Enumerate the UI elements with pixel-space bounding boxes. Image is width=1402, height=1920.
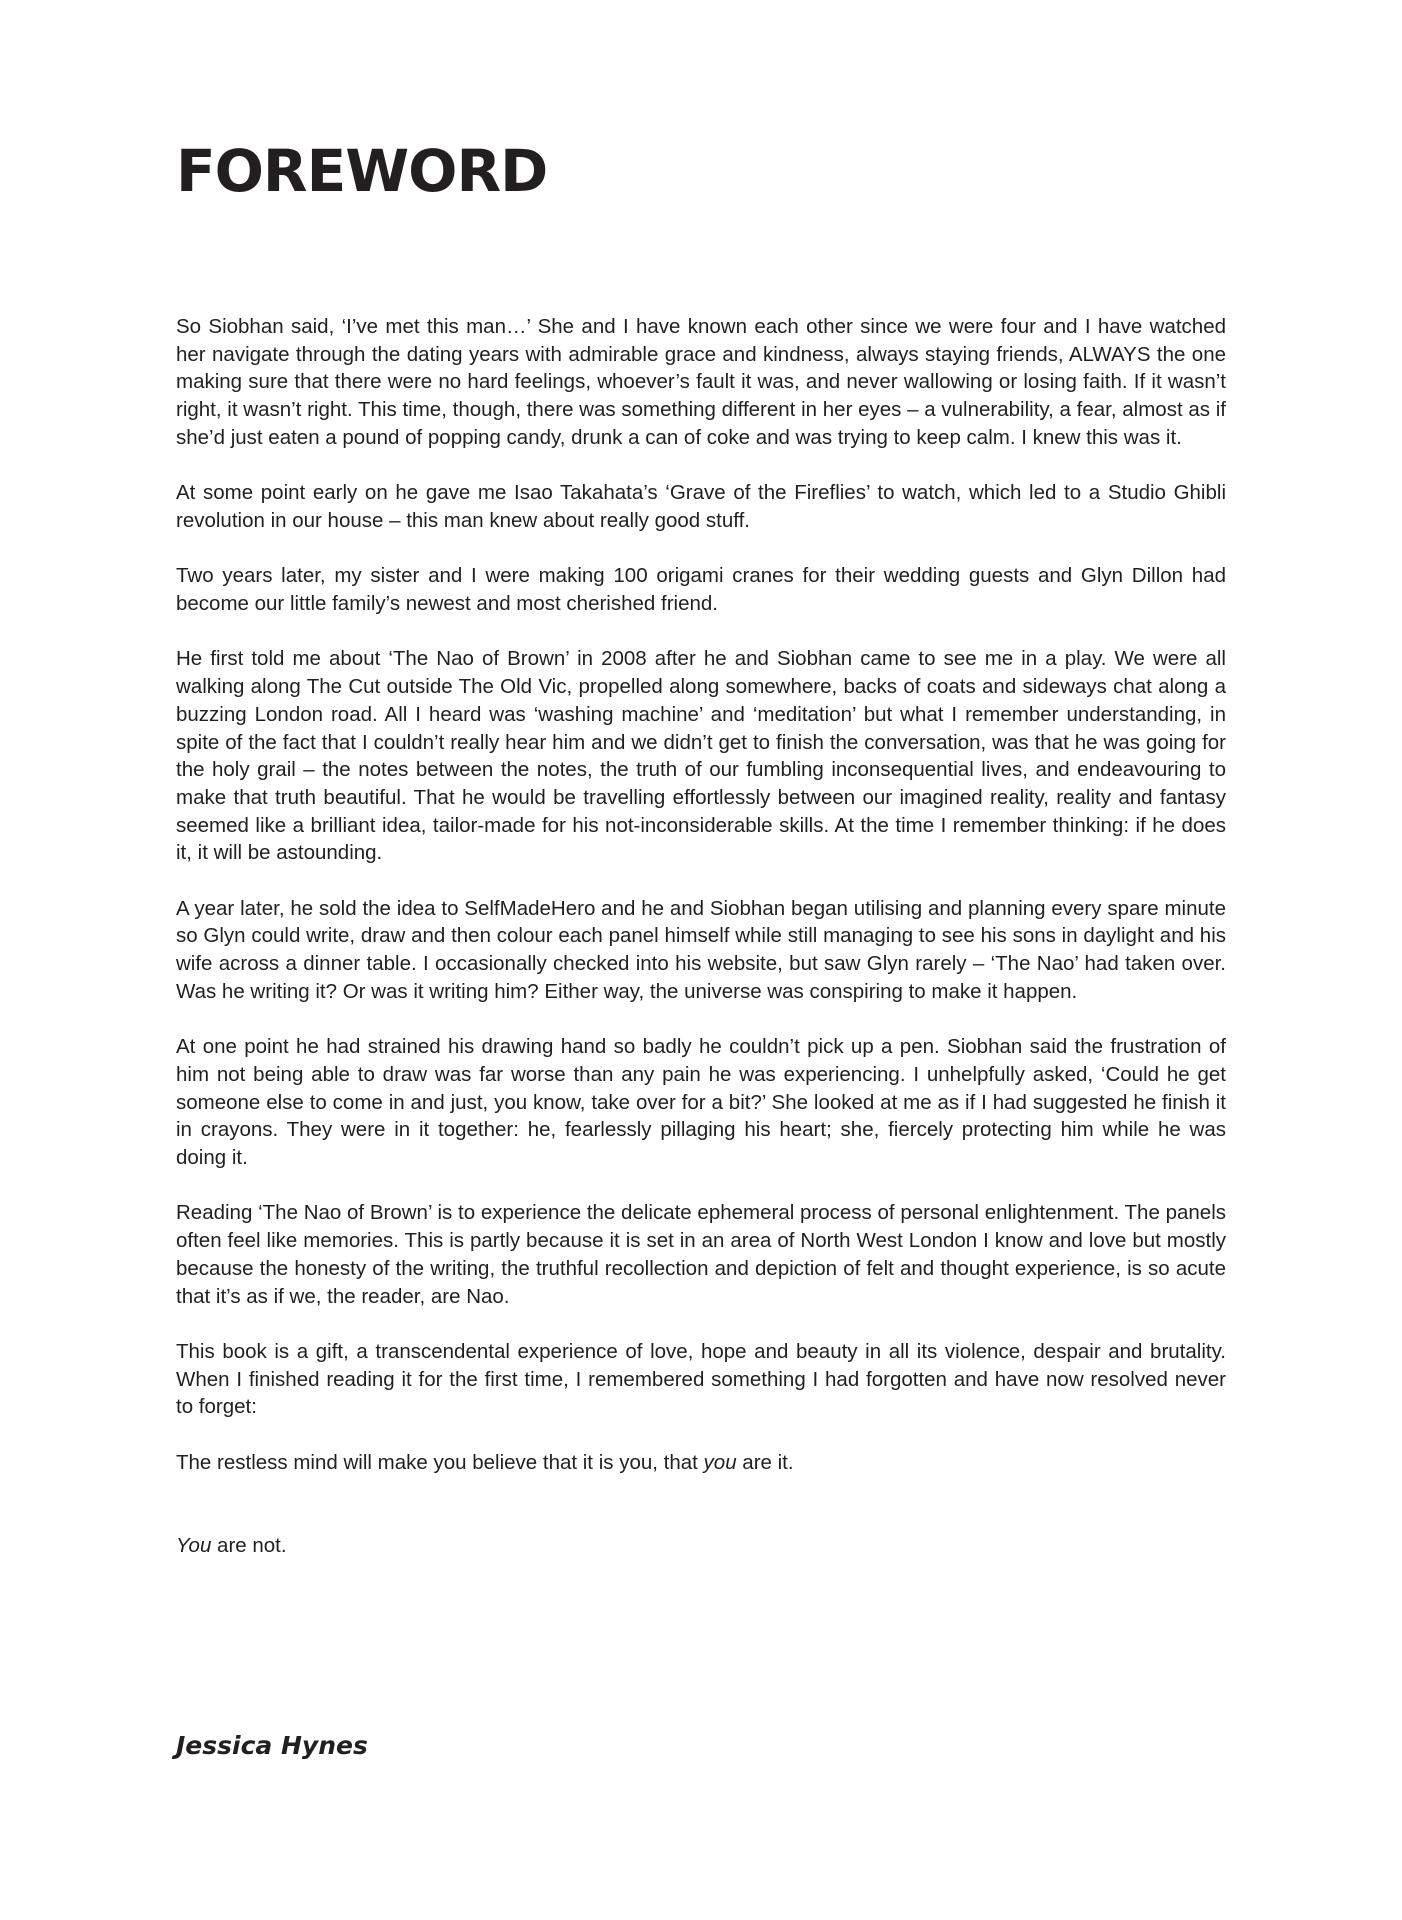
foreword-body	[176, 313, 1226, 1587]
paragraph-1: So Siobhan said, ‘I’ve met this man…’ She and I have known each other since we were four and I have watched her navigate through the dating years with admirable grace and kindness, always staying friends, ALWAYS the one making sure that there were no hard feelings, whoever’s fault it was, and never wallowing or losing faith. If it wasn’t right, it wasn’t right. This time, though, there was something different in her eyes – a vulnerability, a fear, almost as if she’d just eaten a pound of popping candy, drunk a can of coke and was trying to keep calm. I knew this was it.	[176, 315, 1226, 449]
quote-emphasis: you	[703, 1450, 737, 1474]
author-signature: Jessica Hynes	[176, 1731, 368, 1760]
paragraph-5: A year later, he sold the idea to SelfMadeHero and he and Siobhan began utilising and planning every spare minute so Glyn could write, draw and then colour each panel himself while still managing to see his sons in daylight and his wife across a dinner table. I occasionally checked into his website, but saw Glyn rarely – ‘The Nao’ had taken over. Was he writing it? Or was it writing him? Either way, the universe was conspiring to make it happen.	[176, 896, 1226, 1003]
page-title: FOREWORD	[176, 137, 548, 205]
restless-mind-quote	[176, 1449, 1226, 1477]
closing-text: are not.	[211, 1533, 287, 1557]
quote-text-a: The restless mind will make you believe that it is you, that	[176, 1450, 704, 1474]
paragraph-4: He first told me about ‘The Nao of Brown’ in 2008 after he and Siobhan came to see me in a play. We were all walking along The Cut outside The Old Vic, propelled along somewhere, backs of coats and sideways chat along a buzzing London road. All I heard was ‘washing machine’ and ‘meditation’ but what I remember understanding, in spite of the fact that I couldn’t really hear him and we didn’t get to finish the conversation, was that he was going for the holy grail – the notes between the notes, the truth of our fumbling inconsequential lives, and endeavouring to make that truth beautiful. That he would be travelling effortlessly between our imagined reality, reality and fantasy seemed like a brilliant idea, tailor-made for his not-inconsiderable skills. At the time I remember thinking: if he does it, it will be astounding.	[176, 647, 1226, 865]
paragraph-8: This book is a gift, a transcendental experience of love, hope and beauty in all its violence, despair and brutality. When I finished reading it for the first time, I remembered something I had forgotten and have now resolved never to forget:	[176, 1339, 1226, 1419]
paragraph-7: Reading ‘The Nao of Brown’ is to experience the delicate ephemeral process of personal enlightenment. The panels often feel like memories. This is partly because it is set in an area of North West London I know and love but mostly because the honesty of the writing, the truthful recollection and depiction of felt and thought experience, is so acute that it’s as if we, the reader, are Nao.	[176, 1201, 1226, 1308]
paragraph-6: At one point he had strained his drawing hand so badly he couldn’t pick up a pen. Siobhan said the frustration of him not being able to draw was far worse than any pain he was experiencing. I unhelpfully asked, ‘Could he get someone else to come in and just, you know, take over for a bit?’ She looked at me as if I had suggested he finish it in crayons. They were in it together: he, fearlessly pillaging his heart; she, fiercely protecting him while he was doing it.	[176, 1035, 1226, 1170]
closing-line	[176, 1532, 1226, 1560]
quote-text-b: are it.	[736, 1450, 794, 1474]
closing-emphasis: You	[176, 1533, 212, 1557]
paragraph-2: At some point early on he gave me Isao Takahata’s ‘Grave of the Fireflies’ to watch, which led to a Studio Ghibli revolution in our house – this man knew about really good stuff.	[176, 481, 1226, 532]
paragraph-3: Two years later, my sister and I were making 100 origami cranes for their wedding guests and Glyn Dillon had become our little family’s newest and most cherished friend.	[176, 564, 1226, 615]
